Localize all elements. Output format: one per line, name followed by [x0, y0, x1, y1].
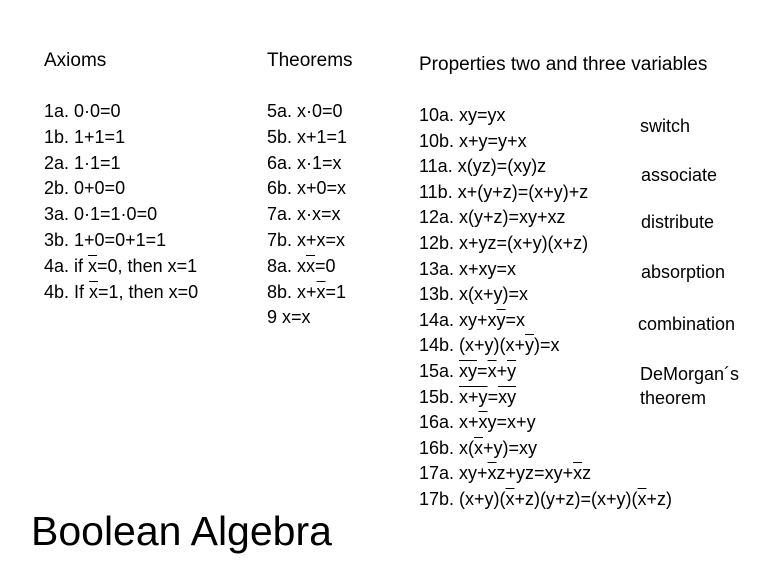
- page-title: Boolean Algebra: [31, 508, 332, 554]
- formula-text: =1: [325, 281, 347, 302]
- formula-text: 10b. x+y=y+x: [419, 130, 527, 151]
- properties-line: [419, 257, 672, 283]
- formula-text: =: [477, 360, 488, 381]
- formula-text: 13b. x(x+y)=x: [419, 284, 529, 305]
- properties-line: [419, 282, 672, 308]
- theorems-heading: Theorems: [267, 50, 353, 71]
- theorems-list: [267, 99, 347, 331]
- formula-text: 4b. If: [44, 281, 90, 302]
- formula-text: 13a. x+xy=x: [419, 258, 517, 279]
- formula-text: 7a. x·x=x: [267, 204, 341, 225]
- overlined-term: $\overline{x}$: [487, 463, 497, 484]
- overlined-term: x+y: [459, 386, 488, 407]
- formula-text: 15a.: [419, 360, 460, 381]
- overlined-term: $\overline{x}$: [88, 255, 98, 276]
- theorems-line: [267, 305, 347, 331]
- theorems-line: [267, 254, 347, 280]
- properties-line: [419, 436, 672, 462]
- overlined-term: $\overline{y}$: [507, 386, 517, 407]
- theorems-line: [267, 202, 347, 228]
- axioms-line: [44, 202, 198, 228]
- overlined-term: $\overline{x}$: [316, 281, 326, 302]
- formula-text: 7b. x+x=x: [267, 229, 346, 250]
- formula-text: 17a. xy+: [419, 463, 488, 484]
- formula-text: +z): [646, 488, 673, 509]
- formula-text: 17b. (x+y)(: [419, 488, 506, 509]
- axioms-list: [44, 99, 198, 305]
- formula-text: 16b. x(: [419, 437, 475, 458]
- formula-text: 12a. x(y+z)=xy+xz: [419, 207, 566, 228]
- formula-text: y=x+y: [487, 412, 536, 433]
- formula-text: 1b. 1+1=1: [44, 126, 126, 147]
- formula-text: )=x: [534, 335, 560, 356]
- properties-heading: Properties two and three variables: [419, 54, 708, 75]
- properties-line: [419, 410, 672, 436]
- formula-text: 4a. if: [44, 255, 89, 276]
- overlined-term: $\overline{xy}$: [459, 360, 478, 381]
- properties-line: [419, 359, 672, 385]
- overlined-term: $\overline{x}$: [498, 386, 508, 407]
- overlined-term: $\overline{x}$: [637, 488, 647, 509]
- formula-text: 8b. x+: [267, 281, 317, 302]
- theorems-line: [267, 125, 347, 151]
- formula-text: 16a. x+: [419, 412, 479, 433]
- formula-text: 14a. xy+x: [419, 309, 497, 330]
- formula-text: 10a. xy=yx: [419, 105, 506, 125]
- formula-text: z+yz=xy+: [496, 463, 574, 484]
- formula-text: 3b. 1+0=0+1=1: [44, 229, 167, 250]
- formula-text: z: [582, 463, 592, 484]
- category-combination: combination: [638, 314, 736, 334]
- properties-line: [419, 129, 672, 155]
- formula-text: 5a. x·0=0: [267, 101, 343, 121]
- formula-text: =x: [505, 309, 526, 330]
- category-switch: switch: [640, 116, 691, 136]
- formula-text: 6b. x+0=x: [267, 178, 347, 199]
- theorems-line: [267, 99, 347, 125]
- formula-text: =: [487, 386, 499, 407]
- properties-line: [419, 333, 672, 359]
- theorems-line: [267, 280, 347, 306]
- category-demorgan-line2: theorem: [640, 388, 707, 408]
- formula-text: 11b. x+(y+z)=(x+y)+z: [419, 181, 589, 202]
- axioms-line: [44, 280, 198, 306]
- formula-text: 2b. 0+0=0: [44, 178, 126, 199]
- overlined-term: $\overline{x}$: [474, 437, 484, 458]
- overlined-term: $\overline{x}$: [505, 488, 515, 509]
- formula-text: 5b. x+1=1: [267, 126, 348, 147]
- theorems-line: [267, 176, 347, 202]
- formula-text: 9 x=x: [267, 307, 311, 328]
- properties-line: [419, 103, 672, 129]
- axioms-line: [44, 99, 198, 125]
- formula-text: 14b. (x+y)(x+: [419, 335, 526, 356]
- category-distribute: distribute: [641, 212, 715, 232]
- overlined-term: $\overline{x}$: [478, 412, 488, 433]
- formula-text: =0, then x=1: [97, 255, 198, 276]
- formula-text: 11a. x(yz)=(xy)z: [419, 156, 547, 177]
- formula-text: +y)=xy: [483, 437, 538, 458]
- overlined-term: $\overline{x}$: [89, 281, 99, 302]
- formula-text: =0: [315, 255, 336, 276]
- axioms-line: [44, 254, 198, 280]
- axioms-line: [44, 125, 198, 151]
- formula-text: 1a. 0·0=0: [44, 101, 121, 121]
- overlined-term: $\overline{y}$: [496, 309, 506, 330]
- formula-text: =1, then x=0: [98, 281, 199, 302]
- category-associate: associate: [641, 165, 718, 185]
- overlined-term: $\overline{x}$: [487, 360, 497, 381]
- formula-text: 3a. 0·1=1·0=0: [44, 204, 158, 225]
- formula-text: +z)(y+z)=(x+y)(: [514, 488, 638, 509]
- formula-text: 15b.: [419, 386, 460, 407]
- overlined-term: $\overline{x}$: [306, 255, 316, 276]
- theorems-line: [267, 228, 347, 254]
- formula-text: +: [496, 360, 508, 381]
- axioms-line: [44, 228, 198, 254]
- axioms-line: [44, 151, 198, 177]
- overlined-term: $\overline{y}$: [525, 335, 535, 356]
- axioms-line: [44, 176, 198, 202]
- overlined-term: $\overline{y}$: [507, 360, 517, 381]
- category-demorgan-line1: DeMorgan´s: [640, 364, 740, 384]
- properties-line: [419, 231, 672, 257]
- properties-line: [419, 205, 672, 231]
- category-absorption: absorption: [641, 262, 726, 282]
- formula-text: 6a. x·1=x: [267, 152, 342, 173]
- properties-line: [419, 385, 672, 411]
- properties-list: [419, 103, 672, 513]
- formula-text: 12b. x+yz=(x+y)(x+z): [419, 232, 589, 253]
- overlined-term: $\overline{x}$: [573, 463, 583, 484]
- properties-line: [419, 487, 672, 513]
- properties-line: [419, 308, 672, 334]
- properties-line: [419, 461, 672, 487]
- axioms-heading: Axioms: [44, 50, 107, 71]
- theorems-line: [267, 151, 347, 177]
- properties-line: [419, 180, 672, 206]
- formula-text: 8a. x: [267, 255, 307, 276]
- formula-text: 2a. 1·1=1: [44, 152, 121, 173]
- properties-line: [419, 154, 672, 180]
